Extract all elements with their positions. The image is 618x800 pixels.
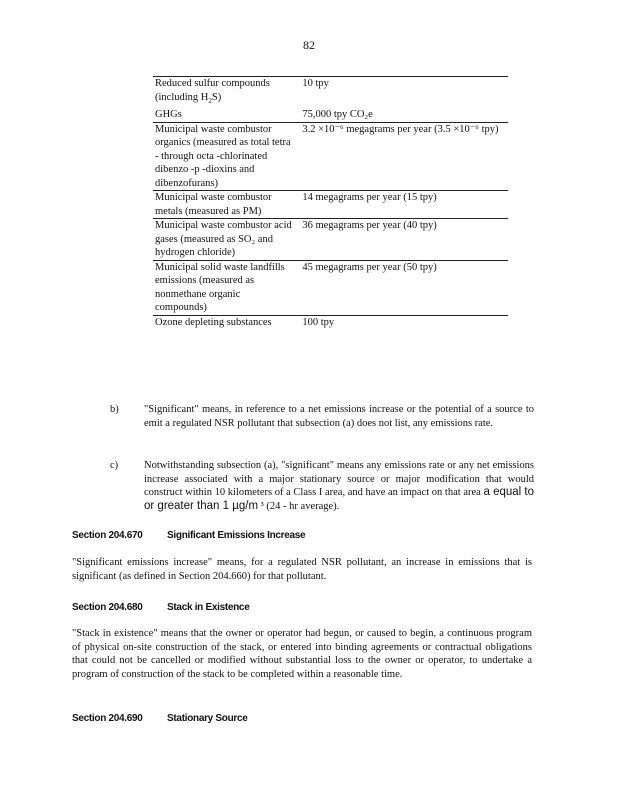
rate-cell: 36 megagrams per year (40 tpy) — [296, 219, 508, 261]
table-row — [153, 77, 508, 109]
significance-table — [153, 76, 508, 329]
table-row — [153, 315, 508, 329]
para-c-text — [144, 459, 534, 513]
para-b-text: "Significant" means, in reference to a net emissions increase or the potential of a source to emit a regulated NSR pollutant that subsection (a) does not list, any emissions rate. — [144, 404, 534, 429]
pollutant-cell: Municipal waste combustor acid gases (measured as SO₂ and hydrogen chloride) — [153, 219, 296, 261]
section-heading-670 — [72, 529, 327, 542]
table-row — [153, 122, 508, 191]
pollutant-cell: Ozone depleting substances — [155, 316, 272, 328]
section-heading-690 — [72, 712, 270, 725]
page-number: 82 — [303, 38, 315, 52]
rate-cell: 75,000 tpy CO₂e — [296, 108, 508, 122]
para-b-label: b) — [110, 404, 119, 415]
rate-cell: 100 tpy — [302, 316, 335, 328]
section-680-body: "Stack in existence" means that the owner or operator had begun, or caused to begin, a continuous program of physical on-site construction of the stack, or entered into binding agreements or contractual obligations that could not be cancelled or modified without substantial loss to the owner or operator, to undertake a program of construction of the stack to be completed within a reasonable time. — [72, 628, 532, 680]
section-heading-680 — [72, 601, 271, 614]
section-number: Section 204.680 — [72, 602, 143, 613]
rate-cell: 3.2 ×10⁻⁶ megagrams per year (3.5 ×10⁻⁶ tpy) — [296, 122, 508, 191]
section-670-body: "Significant emissions increase" means, for a regulated NSR pollutant, an increase in emissions that is significant (as defined in Section 204.660) for that pollutant. — [72, 557, 532, 582]
section-title: Significant Emissions Increase — [167, 530, 306, 541]
pollutant-cell: Reduced sulfur compounds (including $H_2S$) — [153, 77, 296, 109]
para-c-body: Notwithstanding subsection (a), "significant" means any emissions rate or any net emissions increase associated with a major stationary source or major modification that would construct within 10 kilometers of a Class I area, and have an impact on that area — [144, 460, 534, 498]
table-row — [153, 191, 508, 219]
rate-cell: 45 megagrams per year (50 tpy) — [296, 260, 508, 315]
para-c-tail: ³ (24 - hr average). — [260, 500, 340, 512]
pollutant-cell: Municipal waste combustor metals (measured as PM) — [153, 191, 296, 219]
table-row — [153, 219, 508, 261]
pollutant-cell: Municipal solid waste landfills emissions (measured as nonmethane organic compounds) — [153, 260, 296, 315]
table-row — [153, 260, 508, 315]
section-number: Section 204.670 — [72, 530, 143, 541]
rate-cell: 14 megagrams per year (15 tpy) — [296, 191, 508, 219]
para-c-threshold: a equal to or greater than 1 µg/m — [144, 486, 535, 512]
table-row — [153, 108, 508, 122]
pollutant-cell: Municipal waste combustor organics (measured as total tetra - through octa -chlorinated dibenzo -p -dioxins and dibenzofurans) — [153, 122, 296, 191]
section-title: Stack in Existence — [167, 602, 250, 613]
rate-cell: 10 tpy — [296, 77, 508, 109]
section-title: Stationary Source — [167, 713, 248, 724]
para-c-label: c) — [110, 460, 119, 471]
section-number: Section 204.690 — [72, 713, 143, 724]
pollutant-cell: GHGs — [153, 108, 296, 122]
